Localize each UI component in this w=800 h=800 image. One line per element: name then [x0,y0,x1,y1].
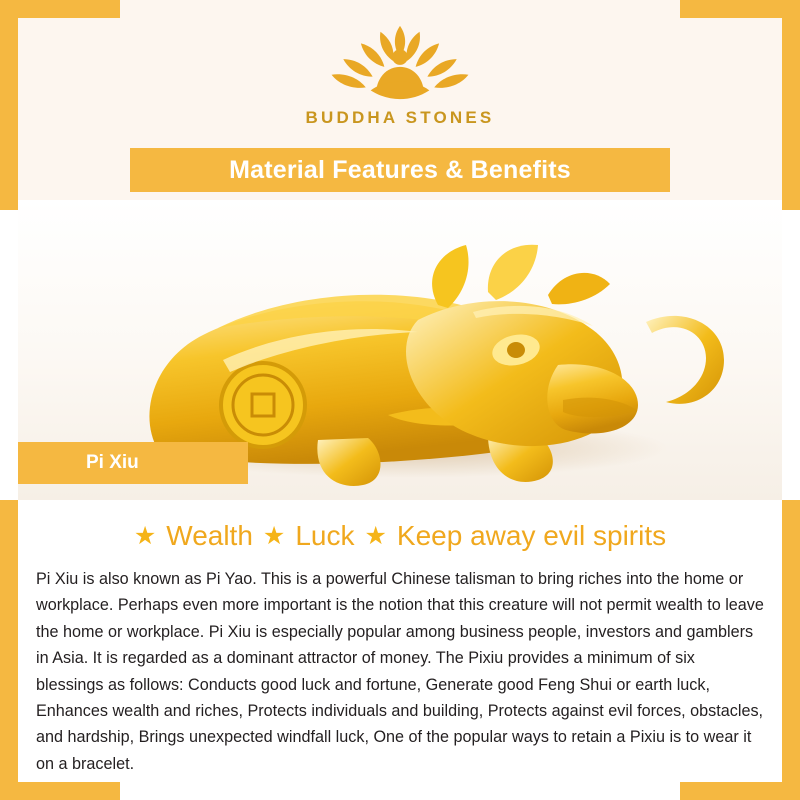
frame-corner-bottom-right-vertical [782,500,800,800]
description-paragraph: Pi Xiu is also known as Pi Yao. This is a powerful Chinese talisman to bring riches into the home or workplace. Perhaps even more important is the notion that this creature will not permit wealth to leave the home or workplace. Pi Xiu is especially popular among business people, investors and gamblers in Asia. It is regarded as a dominant attractor of money. The Pixiu provides a minimum of six blessings as follows: Conducts good luck and fortune, Generate good Feng Shui or earth luck, Enhances wealth and riches, Protects individuals and building, Protects against evil forces, obstacles, and hardship, Brings unexpected windfall luck, One of the popular ways to retain a Pixiu is to wear it on a bracelet. [36,570,764,773]
benefit-wealth: Wealth [166,520,253,551]
brand-name: BUDDHA STONES [305,108,495,127]
benefit-keep-away-evil-spirits: Keep away evil spirits [396,520,667,551]
benefit-luck: Luck [295,520,355,551]
star-icon: ★ [364,521,387,550]
frame-corner-top-right-horizontal [680,0,800,18]
frame-corner-bottom-left-vertical [0,500,18,800]
product-caption-label: Pi Xiu [86,452,139,473]
frame-corner-top-left-horizontal [0,0,120,18]
lotus-meditation-figure-icon [320,18,480,106]
frame-corner-bottom-right-horizontal [680,782,800,800]
frame-corner-top-right-vertical [782,0,800,210]
content-section [18,500,782,782]
frame-corner-top-left-vertical [0,0,18,210]
page-title: Material Features & Benefits [229,155,571,184]
section-title-bar [130,148,670,192]
star-icon: ★ [262,521,286,550]
star-icon: ★ [133,521,157,550]
benefits-headline [30,522,770,550]
frame-corner-bottom-left-horizontal [0,782,120,800]
product-caption [18,442,248,484]
